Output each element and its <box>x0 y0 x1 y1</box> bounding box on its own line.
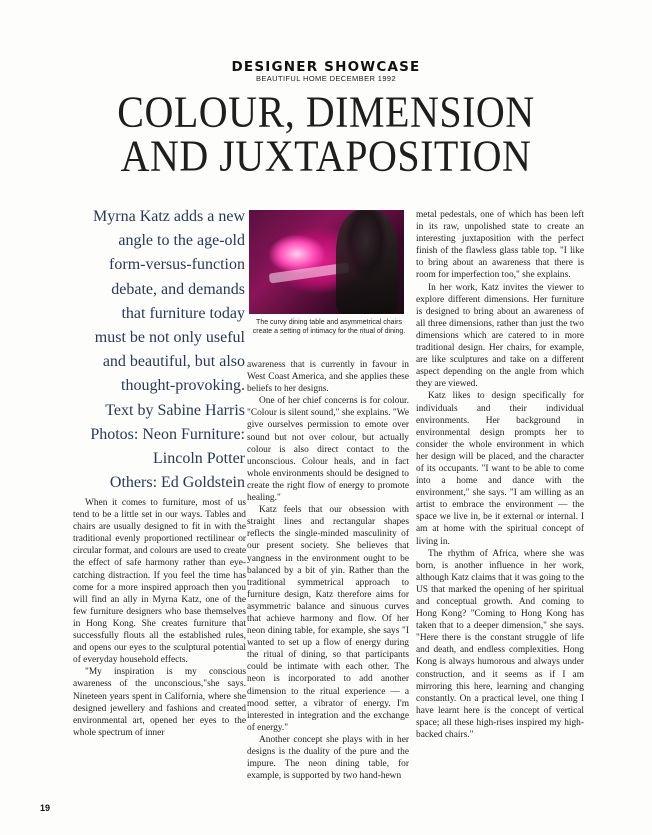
deck-line: thought-provoking. <box>121 377 245 395</box>
article-deck <box>70 205 245 495</box>
body-column-1 <box>73 497 246 739</box>
deck-line: must be not only useful <box>94 329 245 347</box>
deck-credit-photographer: Lincoln Potter <box>153 450 245 468</box>
paragraph: Katz likes to design specifically for individuals and their individual environments. Her background in environmental design prompts her to consider the whole environment in which her design will be placed, and the character of its occupants. "I want to be able to come into a home and dance with the environment," she says. "I am willing as an artist to embrace the environment — the space we live in, be it external or internal. I am at home with the spiritual concept of living in. <box>416 391 584 547</box>
photo-caption: The curvy dining table and asymmetrical chairs create a setting of intimacy for the ritual of dining. <box>252 319 406 335</box>
paragraph: metal pedestals, one of which has been left in its raw, unpolished state to create an interesting juxtaposition with the perfect finish of the flawless glass table top. "I like to bring about an awareness that there is room for imperfection too," she explains. <box>416 210 584 281</box>
paragraph: In her work, Katz invites the viewer to explore different dimensions. Her furniture is designed to bring about an awareness of all three dimensions, rather than just the two dimensions which are catered to in more traditional design. Her chairs, for example, are like sculptures and take on a different aspect depending on the angle from which they are viewed. <box>416 282 584 390</box>
headline-line-1: COLOUR, DIMENSION <box>117 86 535 137</box>
deck-line: that furniture today <box>121 304 245 322</box>
paragraph: Another concept she plays with in her designs is the duality of the pure and the impure. The neon dining table, for example, is supported by two hand-hewn <box>247 734 409 782</box>
paragraph: "My inspiration is my conscious awareness of the unconscious,"she says. Nineteen years spent in California, where she designed jewellery and fashions and created environmental art, opened her eyes to the whole spectrum of inner <box>73 667 246 738</box>
deck-line: form-versus-function <box>109 256 245 274</box>
body-column-2 <box>247 359 409 782</box>
headline-line-2: AND JUXTAPOSITION <box>120 130 532 181</box>
publication-line: BEAUTIFUL HOME DECEMBER 1992 <box>255 74 397 83</box>
deck-line: Myrna Katz adds a new <box>93 208 245 225</box>
deck-line: debate, and demands <box>111 280 245 298</box>
deck-line: angle to the age-old <box>118 232 245 250</box>
paragraph: One of her chief concerns is for colour. "Colour is silent sound," she explains. "We give ourselves permission to emote over sound but not over colour, but actually colour is also direct contact to the unconscious. Colour heals, and in fact whole environments should be designed to create the right flow of energy to promote healing." <box>247 396 409 504</box>
article-headline <box>0 86 652 181</box>
body-column-3 <box>416 209 584 741</box>
deck-credit-others: Others: Ed Goldstein <box>109 474 245 492</box>
section-title: DESIGNER SHOWCASE <box>231 59 421 75</box>
paragraph: awareness that is currently in favour in West Coast America, and she applies these beliefs to her designs. <box>247 360 409 395</box>
paragraph: When it comes to furniture, most of us tend to be a little set in our ways. Tables and chairs are usually designed to fit in with the traditional evenly proportioned rectilinear or circular format, and colours are used to create the effect of safe harmony rather than eye-catching distraction. If you feel the time has come for a more inspired approach then you will find an ally in Myrna Katz, one of the few furniture designers who base themselves in Hong Kong. She creates furniture that successfully flouts all the established rules, and opens our eyes to the sculptural potential of everyday household effects. <box>73 498 246 666</box>
deck-credit-photos: Photos: Neon Furniture: <box>90 425 245 443</box>
page-number: 19 <box>40 803 51 813</box>
paragraph: The rhythm of Africa, where she was born, is another influence in her work, although Katz claims that it was going to the US that marked the opening of her spiritual and conceptual growth. And coming to Hong Kong? "Coming to Hong Kong has taken that to a deeper dimension," she says. "Here there is the constant struggle of life and death, and endless complexities. Hong Kong is always humorous and always under construction, and it seems as if I am mirroring this here, learning and changing constantly. On a practical level, one thing I have learnt here is the concept of vertical space; all these high-rises inspired my high-backed chairs." <box>416 548 584 741</box>
paragraph: Katz feels that our obsession with straight lines and rectangular shapes reflects the single-minded masculinity of our present society. She believes that yangness in the environment ought to be balanced by a bit of yin. Rather than the traditional symmetrical approach to furniture design, Katz therefore aims for asymmetric balance and sinuous curves that achieve harmony and flow. Of her neon dining table, for example, she says "I wanted to set up a flow of energy during the ritual of dining, so that participants could be intimate with each other. The neon is incorporated to add another dimension to the ritual experience — a mood setter, a vibrator of energy. I'm interested in integration and the exchange of energy." <box>247 505 409 733</box>
deck-line: and beautiful, but also <box>102 353 245 371</box>
neon-table-photo <box>249 210 404 314</box>
masthead <box>0 60 652 83</box>
photo-plant-detail <box>336 210 398 314</box>
deck-credit-text: Text by Sabine Harris <box>105 401 245 419</box>
